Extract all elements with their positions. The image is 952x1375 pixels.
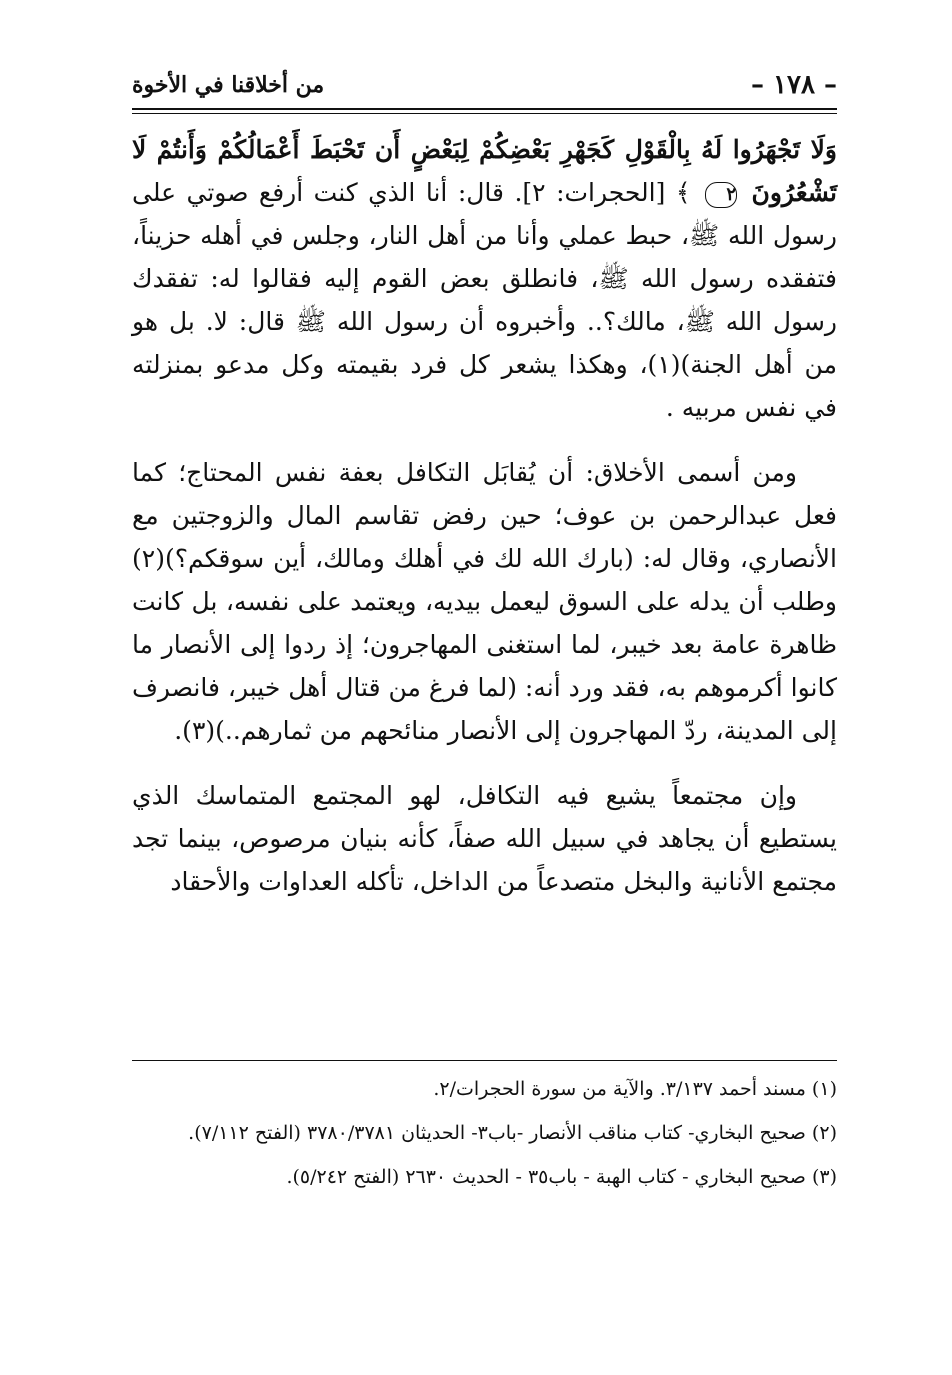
book-page [132,60,837,1290]
paragraph-2: ومن أسمى الأخلاق: أن يُقابَل التكافل بعفة نفس المحتاج؛ كما فعل عبدالرحمن بن عوف؛ حين رفض تقاسم المال والزوجتين مع الأنصاري، وقال له: (بارك الله لك في أهلك ومالك، أين سوقكم؟)(٢) وطلب أن يدله على السوق ليعمل بيديه، ويعتمد على نفسه، بل كانت ظاهرة عامة بعد خيبر، لما استغنى المهاجرون؛ إذ ردوا إلى الأنصار ما كانوا أكرموهم به، فقد ورد أنه: (لما فرغ من قتال أهل خيبر، فانصرف إلى المدينة، ردّ المهاجرون إلى الأنصار منائحهم من ثمارهم..)(٣). [132,458,837,745]
footnote-1: (١) مسند أحمد ٣/١٣٧. والآية من سورة الحجرات/٢. [433,1078,837,1100]
verse-closing-bracket: ﴾ [675,178,691,207]
verse-number-marker: ٢ [705,182,737,208]
page-number: – ١٧٨ – [750,70,837,100]
main-text [132,128,837,903]
footnotes [132,1060,837,1203]
paragraph-3: وإن مجتمعاً يشيع فيه التكافل، لهو المجتمع المتماسك الذي يستطيع أن يجاهد في سبيل الله صفاً، كأنه بنيان مرصوص، بينما تجد مجتمع الأنانية والبخل متصدعاً من الداخل، تأكله العداوات والأحقاد [132,781,837,896]
paragraph-1-text: [الحجرات: ٢]. قال: أنا الذي كنت أرفع صوتي على رسول الله ﷺ، حبط عملي وأنا من أهل النار، وجلس في أهله حزيناً، فتفقده رسول الله ﷺ، فانطلق بعض القوم إليه فقالوا له: تفقدك رسول الله ﷺ، مالك؟.. وأخبروه أن رسول الله ﷺ قال: لا. بل هو من أهل الجنة)(١)، وهكذا يشعر كل فرد بقيمته وكل مدعو بمنزلته في نفس مربيه . [132,178,837,422]
running-title: من أخلاقنا في الأخوة [132,72,325,98]
paragraph-verse [132,128,837,429]
quran-verse: وَلَا تَجْهَرُوا لَهُ بِالْقَوْلِ كَجَهْرِ بَعْضِكُمْ لِبَعْضٍ أَن تَحْبَطَ أَعْمَالُكُمْ وَأَنتُمْ لَا تَشْعُرُونَ [132,135,838,207]
footnote-2: (٢) صحيح البخاري- كتاب مناقب الأنصار -باب٣- الحديثان ٣٧٨٠/٣٧٨١ (الفتح ٧/١١٢). [188,1122,837,1144]
footnote-3: (٣) صحيح البخاري - كتاب الهبة - باب٣٥ - الحديث ٢٦٣٠ (الفتح ٥/٢٤٢). [286,1166,837,1188]
page-header [132,60,837,110]
